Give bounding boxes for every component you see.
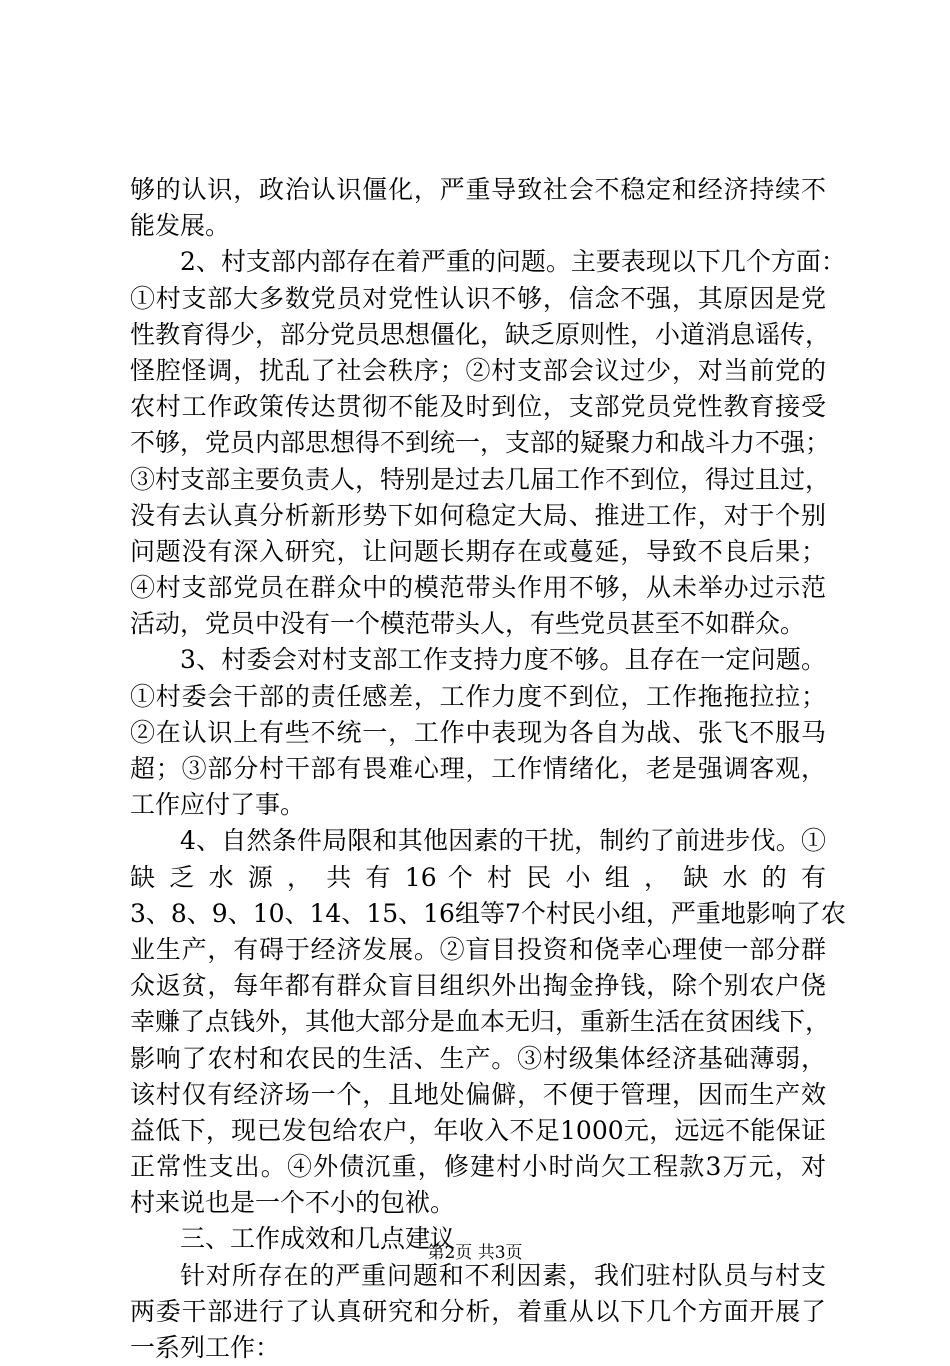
text-line: 没有去认真分析新形势下如何稳定大局、推进工作，对于个别 [130, 500, 826, 530]
text-line: 众返贫，每年都有群众盲目组织外出掏金挣钱，除个别农户侥 [130, 971, 826, 1001]
page-footer: 第2页 共3页 [427, 1243, 523, 1263]
text-line: 益低下，现已发包给农户，年收入不足1000元，远远不能保证 [130, 1115, 826, 1145]
text-line: ①村支部大多数党员对党性认识不够，信念不强，其原因是党 [130, 283, 826, 313]
text-line: 村来说也是一个不小的包袱。 [130, 1188, 456, 1218]
text-line: 工作应付了事。 [130, 790, 306, 820]
text-line: 农村工作政策传达贯彻不能及时到位，支部党员党性教育接受 [130, 392, 826, 422]
text-line: 两委干部进行了认真研究和分析，着重从以下几个方面开展了 [130, 1296, 826, 1326]
text-line: 三、工作成效和几点建议 [180, 1224, 456, 1254]
text-line: 2、村支部内部存在着严重的问题。主要表现以下几个方面： [180, 247, 846, 277]
text-line: 影响了农村和农民的生活、生产。③村级集体经济基础薄弱， [130, 1043, 826, 1073]
text-line: 怪腔怪调，扰乱了社会秩序；②村支部会议过少，对当前党的 [130, 355, 826, 385]
text-line: 业生产，有碍于经济发展。②盲目投资和侥幸心理使一部分群 [130, 934, 826, 964]
text-line: 正常性支出。④外债沉重，修建村小时尚欠工程款3万元，对 [130, 1152, 826, 1182]
text-line: 够的认识，政治认识僵化，严重导致社会不稳定和经济持续不 [130, 175, 826, 204]
text-line: ④村支部党员在群众中的模范带头作用不够，从未举办过示范 [130, 573, 826, 603]
text-line: ③村支部主要负责人，特别是过去几届工作不到位，得过且过， [130, 464, 831, 494]
text-line: 该村仅有经济场一个，且地处偏僻，不便于管理，因而生产效 [130, 1079, 826, 1109]
text-line: 活动，党员中没有一个模范带头人，有些党员甚至不如群众。 [130, 609, 806, 639]
text-line: ①村委会干部的责任感差，工作力度不到位，工作拖拖拉拉； [130, 681, 826, 711]
text-line: 缺 乏 水 源 ， 共 有 16 个 村 民 小 组 ， 缺 水 的 有 [130, 862, 826, 892]
text-line: 3、8、9、10、14、15、16组等7个村民小组，严重地影响了农 [130, 898, 846, 928]
text-line: 一系列工作： [130, 1333, 281, 1362]
text-line: 不够，党员内部思想得不到统一，支部的疑聚力和战斗力不强； [130, 428, 831, 458]
text-line: 问题没有深入研究，让问题长期存在或蔓延，导致不良后果； [130, 536, 826, 566]
text-line: 3、村委会对村支部工作支持力度不够。且存在一定问题。 [180, 645, 826, 675]
body-text [130, 172, 846, 1366]
text-line: 能发展。 [130, 211, 231, 241]
text-line: 4、自然条件局限和其他因素的干扰，制约了前进步伐。① [180, 826, 826, 856]
text-line: 性教育得少，部分党员思想僵化，缺乏原则性，小道消息谣传， [130, 319, 831, 349]
text-line: 超；③部分村干部有畏难心理，工作情绪化，老是强调客观， [130, 754, 826, 783]
text-line: 针对所存在的严重问题和不利因素，我们驻村队员与村支 [180, 1260, 826, 1290]
text-line: ②在认识上有些不统一，工作中表现为各自为战、张飞不服马 [130, 717, 826, 747]
text-line: 幸赚了点钱外，其他大部分是血本无归，重新生活在贫困线下， [130, 1007, 831, 1037]
